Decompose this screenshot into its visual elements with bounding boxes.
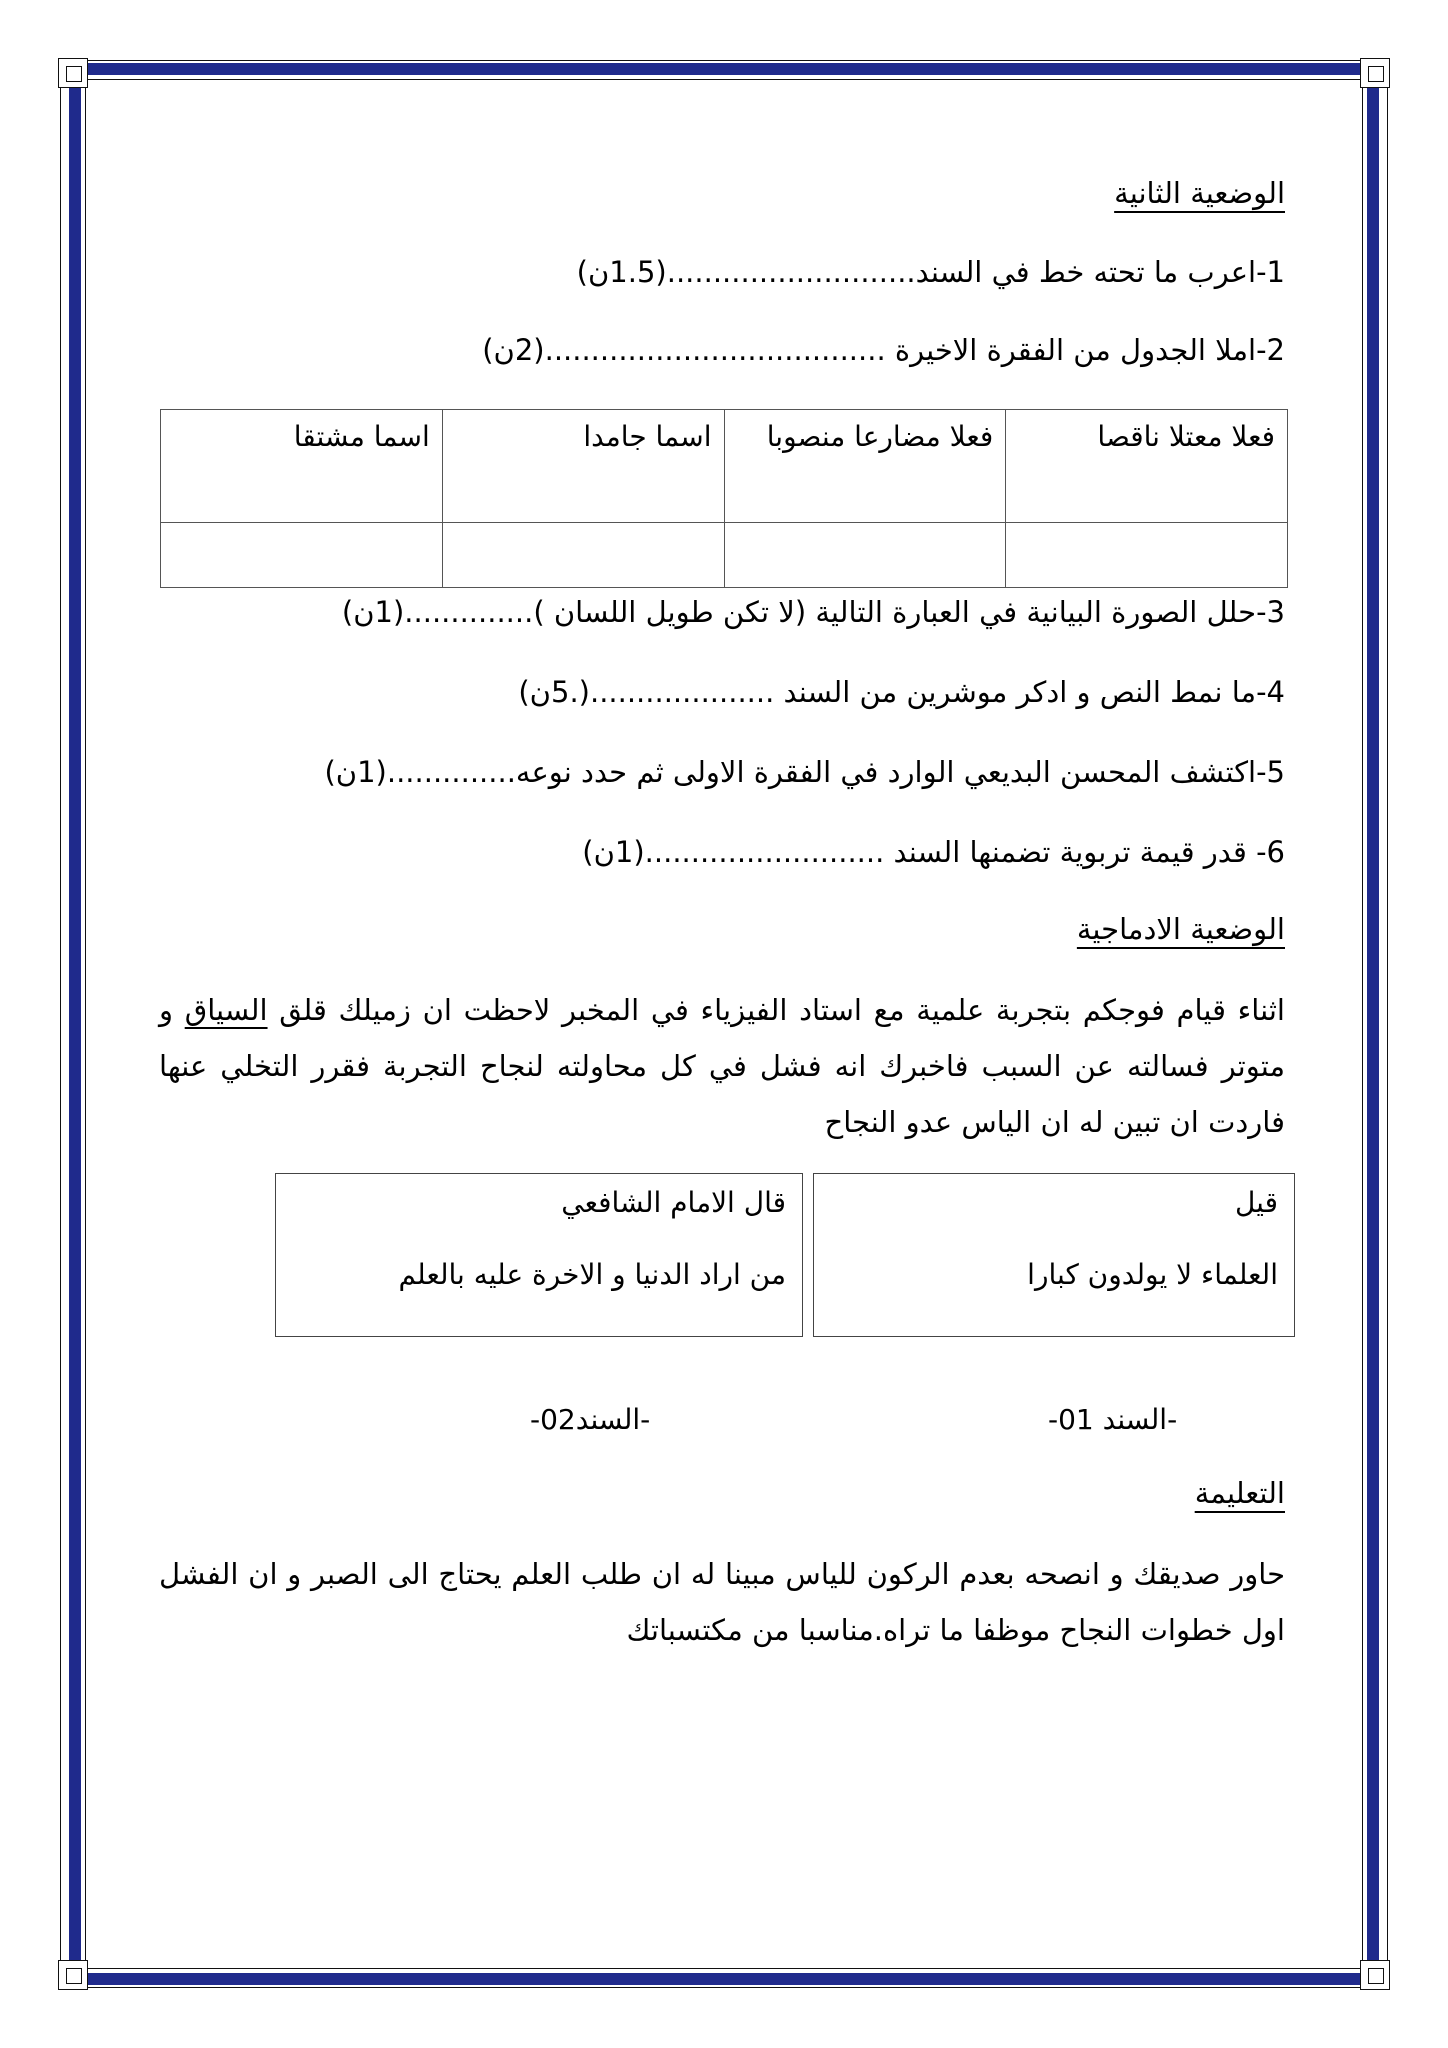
source-title: قال الامام الشافعي [561,1186,786,1219]
question-2: 2-املا الجدول من الفقرة الاخيرة .....................................(2ن) [482,333,1285,367]
corner-ornament [58,1960,88,1990]
table-empty-cell [724,523,1006,588]
source-title: قيل [1234,1186,1278,1219]
section-title-integration: الوضعية الادماجية [1076,912,1285,946]
source-box-2 [275,1173,803,1337]
question-3: 3-حلل الصورة البيانية في العبارة التالية (لا تكن طويل اللسان )..............(1ن) [341,595,1285,629]
grammar-table [160,409,1288,588]
section-title-situation-2: الوضعية الثانية [1114,176,1285,210]
question-1: 1-اعرب ما تحته خط في السند...........................(1.5ن) [576,255,1285,289]
question-5: 5-اكتشف المحسن البديعي الوارد في الفقرة الاولى ثم حدد نوعه..............(1ن) [324,755,1285,789]
table-header-cell: اسما مشتقا [161,410,443,523]
corner-ornament [1360,1960,1390,1990]
underlined-word: السياق [184,993,268,1027]
corner-ornament [1360,58,1390,88]
instruction-text: حاور صديقك و انصحه بعدم الركون للياس مبينا له ان طلب العلم يحتاج الى الصبر و ان الفشل اول خطوات النجاح موظفا ما تراه.مناسبا من مكتسباتك [159,1557,1285,1647]
section-title-instruction: التعليمة [1194,1476,1285,1510]
table-empty-cell [161,523,443,588]
source-quote: من اراد الدنيا و الاخرة عليه بالعلم [398,1258,786,1291]
corner-ornament [58,58,88,88]
source-label-1: -السند 01- [1048,1403,1178,1436]
table-empty-cell [1006,523,1288,588]
question-4: 4-ما نمط النص و ادكر موشرين من السند ....................(.5ن) [518,675,1285,709]
table-empty-cell [442,523,724,588]
question-6: 6- قدر قيمة تربوية تضمنها السند ..........................(1ن) [582,835,1285,869]
integration-paragraph [159,982,1285,1150]
source-label-2: -السند02- [530,1403,651,1436]
table-header-cell: اسما جامدا [442,410,724,523]
source-quote: العلماء لا يولدون كبارا [1027,1258,1278,1291]
source-box-1 [813,1173,1295,1337]
table-header-cell: فعلا مضارعا منصوبا [724,410,1006,523]
table-header-cell: فعلا معتلا ناقصا [1006,410,1288,523]
paragraph-text: و متوتر فسالته عن السبب فاخبرك انه فشل في كل محاولته لنجاح التجربة فقرر التخلي عنها فاردت ان تبين له ان الياس عدو النجاح [159,993,1285,1139]
paragraph-text: اثناء قيام فوجكم بتجربة علمية مع استاد الفيزياء في المخبر لاحظت ان زميلك قلق [267,993,1285,1027]
